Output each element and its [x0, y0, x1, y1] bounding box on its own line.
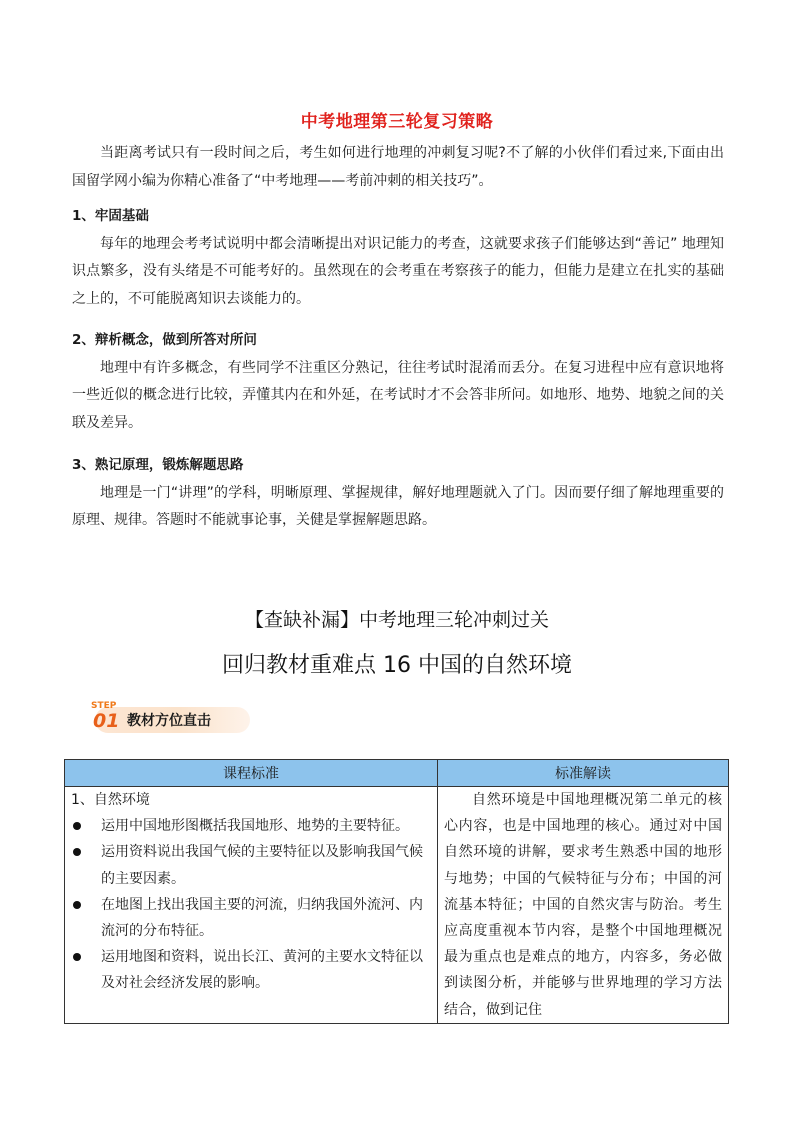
intro-block [72, 140, 724, 195]
standards-table [64, 759, 729, 1024]
document-title: 中考地理第三轮复习策略 [300, 112, 494, 132]
step-word: STEP [91, 701, 117, 711]
course-standard-cell [65, 787, 438, 1024]
section-body: 每年的地理会考考试说明中都会清晰提出对识记能力的考查，这就要求孩子们能够达到“善记” 地理知识点繁多，没有头绪是不可能考好的。虽然现在的会考重在考察孩子的能力，但能力是建立在扎实的基础之上的，不可能脱离知识去谈能力的。 [72, 235, 724, 307]
standard-interpretation-cell [438, 787, 729, 1024]
bullet-icon [73, 848, 81, 856]
list-item [71, 839, 431, 891]
step-number: 01 [93, 710, 120, 732]
list-item-text: 在地图上找出我国主要的河流，归纳我国外流河、内流河的分布特征。 [101, 896, 423, 940]
section-heading: 3、熟记原理，锻炼解题思路 [72, 457, 244, 473]
header-course-standard: 课程标准 [65, 760, 438, 787]
main-title: 回归教材重难点 16 中国的自然环境 [222, 653, 572, 678]
list-item-text: 运用中国地形图概括我国地形、地势的主要特征。 [101, 818, 409, 835]
table-row [65, 787, 729, 1024]
section-3 [72, 452, 724, 535]
bullet-icon [73, 822, 81, 830]
interpretation-text: 自然环境是中国地理概况第二单元的核心内容，也是中国地理的核心。通过对中国自然环境的讲解，要求考生熟悉中国的地形与地势；中国的气候特征与分布；中国的河流基本特征；中国的自然灾害与防治。考生应高度重视本节内容，是整个中国地理概况最为重点也是难点的地方，内容多，务必做到读图分析，并能够与世界地理的学习方法结合，做到记住 [444, 792, 722, 1018]
list-item [71, 892, 431, 944]
step-label: 教材方位直击 [127, 713, 211, 729]
header-standard-interpretation: 标准解读 [438, 760, 729, 787]
intro-paragraph: 当距离考试只有一段时间之后，考生如何进行地理的冲刺复习呢?不了解的小伙伴们看过来,下面由出国留学网小编为你精心准备了“中考地理——考前冲刺的相关技巧”。 [72, 145, 724, 189]
section-1 [72, 203, 724, 313]
list-item-text: 运用地图和资料，说出长江、黄河的主要水文特征以及对社会经济发展的影响。 [101, 949, 423, 992]
subtitle: 【查缺补漏】中考地理三轮冲刺过关 [244, 609, 549, 631]
bullet-icon [73, 953, 81, 961]
list-item-text: 运用资料说出我国气候的主要特征以及影响我国气候的主要因素。 [101, 844, 423, 887]
step-icon [85, 700, 125, 738]
bullet-icon [73, 901, 81, 909]
section-body: 地理是一门“讲理”的学科，明晰原理、掌握规律，解好地理题就入了门。因而要仔细了解地理重要的原理、规律。答题时不能就事论事，关健是掌握解题思路。 [72, 484, 724, 528]
table-header-row [65, 760, 729, 787]
section-heading: 1、牢固基础 [72, 208, 149, 224]
section-2 [72, 327, 724, 437]
standard-topic: 1、自然环境 [71, 792, 150, 808]
list-item [71, 813, 431, 839]
section-heading: 2、辩析概念，做到所答对所问 [72, 332, 257, 348]
step-badge [83, 700, 253, 738]
list-item [71, 944, 431, 996]
section-body: 地理中有许多概念，有些同学不注重区分熟记，往往考试时混淆而丢分。在复习进程中应有意识地将一些近似的概念进行比较，弄懂其内在和外延，在考试时才不会答非所问。如地形、地势、地貌之间的关联及差异。 [72, 359, 724, 431]
